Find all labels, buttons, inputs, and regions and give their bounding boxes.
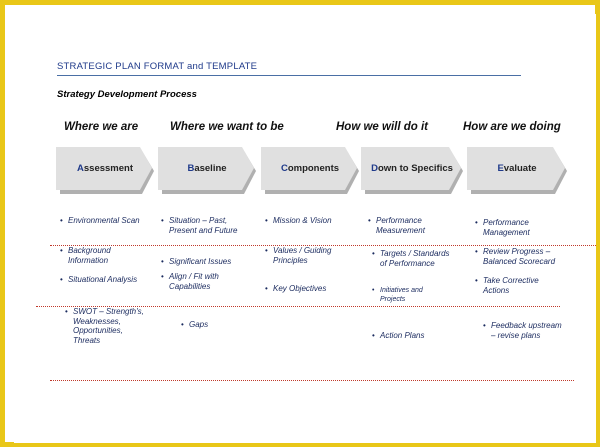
- bullet-item: • Significant Issues: [161, 257, 232, 266]
- bullet-item: • Situation – Past, Present and Future: [161, 216, 238, 235]
- phase-heading-where-we-want-to-be: Where we want to be: [170, 121, 284, 133]
- title-rule: [57, 75, 521, 76]
- step-arrow-baseline: [158, 147, 256, 197]
- step-label-evaluate: E valuate: [497, 163, 537, 174]
- step-arrow-components: [261, 147, 359, 197]
- bullet-item: • Align / Fit with Capabilities: [161, 272, 219, 291]
- document-subtitle: Strategy Development Process: [57, 89, 197, 100]
- bullet-item: • Initiatives and Projects: [372, 287, 423, 303]
- bullet-item: • Take Corrective Actions: [475, 276, 539, 295]
- bullet-item: • Key Objectives: [265, 284, 327, 293]
- bullet-item: • Values / Guiding Principles: [265, 246, 332, 265]
- phase-heading-how-are-we-doing: How are we doing: [463, 121, 561, 133]
- document-page: [14, 14, 596, 443]
- bullet-item: • Gaps: [181, 320, 209, 329]
- phase-heading-where-we-are: Where we are: [64, 121, 139, 133]
- bullet-item: • Background Information: [60, 246, 111, 265]
- document-title: STRATEGIC PLAN FORMAT and TEMPLATE: [57, 61, 258, 72]
- step-arrow-evaluate: [467, 147, 567, 197]
- step-arrow-assessment: [56, 147, 154, 197]
- bullet-item: • SWOT – Strength's, Weaknesses, Opportunities, Threats: [65, 307, 144, 345]
- bullet-item: • Action Plans: [372, 331, 425, 340]
- bullet-item: • Environmental Scan: [60, 216, 140, 225]
- step-arrow-down-to-specifics: [361, 147, 463, 197]
- bullet-item: • Performance Management: [475, 218, 530, 237]
- bullet-item: • Review Progress – Balanced Scorecard: [475, 247, 556, 266]
- bullet-item: • Feedback upstream – revise plans: [483, 321, 562, 340]
- step-label-baseline: B aseline: [187, 163, 227, 174]
- bullet-item: • Targets / Standards of Performance: [372, 249, 450, 268]
- phase-heading-how-we-will-do-it: How we will do it: [336, 121, 428, 133]
- step-label-components: C omponents: [280, 163, 340, 174]
- bullet-item: • Performance Measurement: [368, 216, 425, 235]
- step-label-assessment: A ssessment: [77, 163, 133, 174]
- row-divider: [50, 380, 574, 381]
- bullet-item: • Situational Analysis: [60, 275, 138, 284]
- step-label-down-to-specifics: D own to Specifics: [371, 163, 453, 174]
- bullet-item: • Mission & Vision: [265, 216, 332, 225]
